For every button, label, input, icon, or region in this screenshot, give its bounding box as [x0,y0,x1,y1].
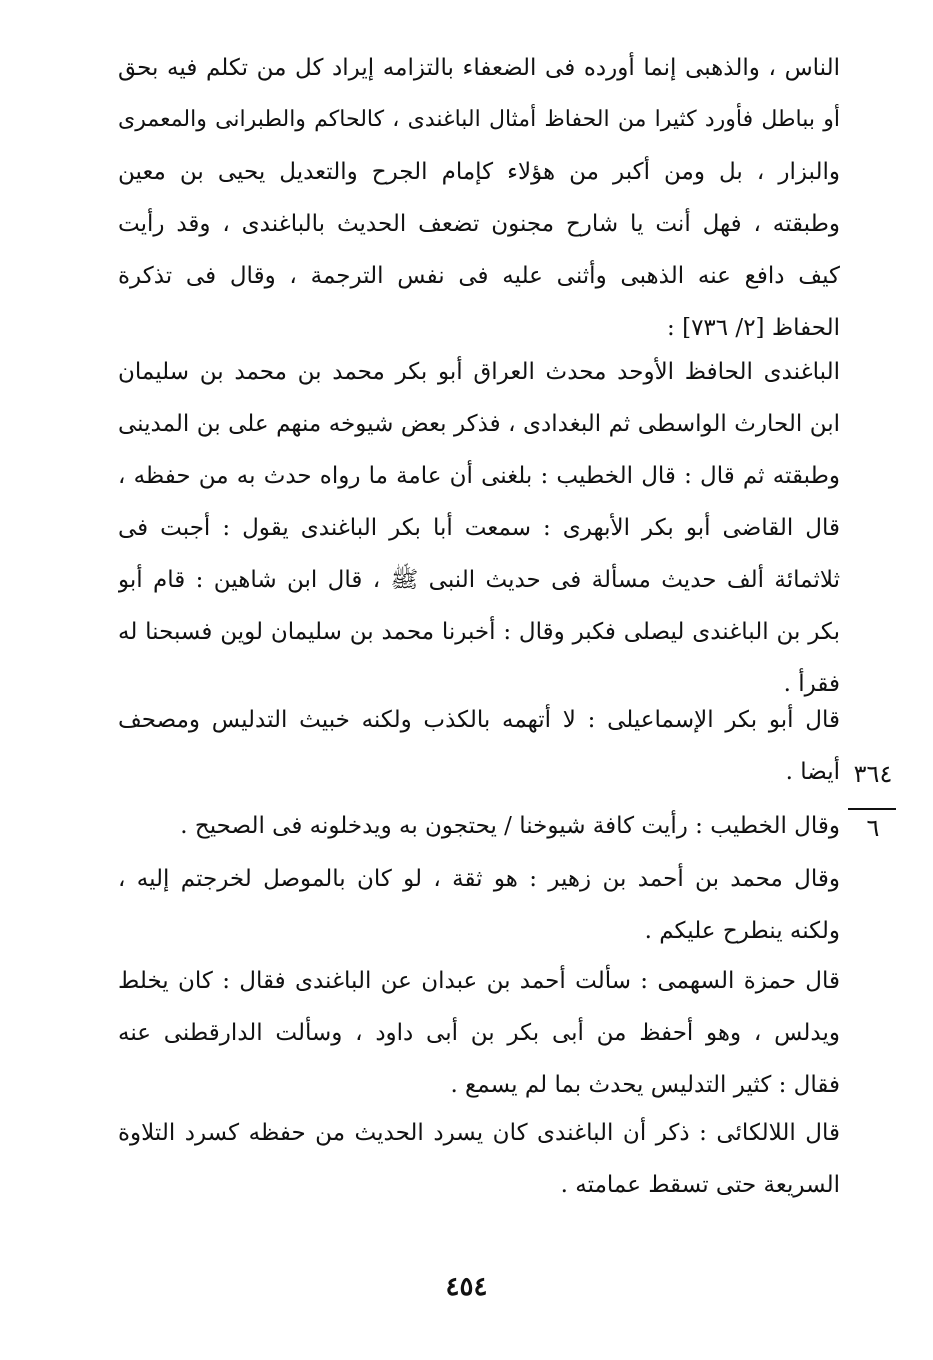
text-line: قال حمزة السهمى : سألت أحمد بن عبدان عن الباغندى فقال : كان يخلط [118,968,840,994]
text-line: ولكنه ينطرح عليكم . [644,918,840,944]
text-line: والبزار ، بل ومن أكبر من هؤلاء كإمام الجرح والتعديل يحيى بن معين [118,159,840,185]
paragraph-4 [118,800,840,852]
margin-reference-top: ٣٦٤ [853,760,893,788]
text-line: الحفاظ [٢/ ٧٣٦] : [667,315,840,341]
text-line: أو بباطل فأورد كثيرا من الحفاظ أمثال الباغندى ، كالحاكم والطبرانى والمعمرى [118,107,840,132]
text-line: فقرأ . [783,671,840,697]
paragraph-6 [118,955,840,1111]
paragraph-2 [118,346,840,710]
paragraph-3 [118,694,840,798]
text-line: ثلاثمائة ألف حديث مسألة فى حديث النبى ﷺ ، قال ابن شاهين : قام أبو [118,567,840,593]
paragraph-1 [118,42,840,354]
text-line: ابن الحارث الواسطى ثم البغدادى ، فذكر بعض شيوخه منهم على بن المدينى [118,411,840,437]
paragraph-5 [118,853,840,957]
paragraph-7 [118,1107,840,1211]
text-line: قال القاضى أبو بكر الأبهرى : سمعت أبا بكر الباغندى يقول : أجبت فى [118,515,840,541]
text-line: أيضا . [785,759,840,785]
margin-reference-rule [848,808,896,810]
page-number: ٤٥٤ [445,1272,488,1302]
text-line: الناس ، والذهبى إنما أورده فى الضعفاء بالتزامه إيراد كل من تكلم فيه بحق [118,55,840,81]
text-line: وقال الخطيب : رأيت كافة شيوخنا / يحتجون به ويدخلونه فى الصحيح . [180,813,840,839]
text-line: الباغندى الحافظ الأوحد محدث العراق أبو بكر محمد بن محمد بن سليمان [118,359,840,385]
text-line: فقال : كثير التدليس يحدث بما لم يسمع . [450,1072,840,1098]
text-line: وطبقته ثم قال : قال الخطيب : بلغنى أن عامة ما رواه حدث به من حفظه ، [118,463,840,489]
text-line: وقال محمد بن أحمد بن زهير : هو ثقة ، لو كان بالموصل لخرجتم إليه ، [118,866,840,892]
text-line: وطبقته ، فهل أنت يا شارح مجنون تضعف الحديث بالباغندى ، وقد رأيت [118,211,840,237]
text-line: بكر بن الباغندى ليصلى فكبر وقال : أخبرنا محمد بن سليمان لوين فسبحنا له [118,619,840,645]
text-line: قال أبو بكر الإسماعيلى : لا أتهمه بالكذب ولكنه خبيث التدليس ومصحف [118,707,840,733]
text-line: ويدلس ، وهو أحفظ من أبى بكر بن أبى داود ، وسألت الدارقطنى عنه [118,1020,840,1046]
text-line: كيف دافع عنه الذهبى وأثنى عليه فى نفس الترجمة ، وقال فى تذكرة [118,263,840,289]
text-line: قال اللالكائى : ذكر أن الباغندى كان يسرد الحديث من حفظه كسرد التلاوة [118,1120,840,1146]
text-line: السريعة حتى تسقط عمامته . [560,1172,840,1198]
margin-reference-bottom: ٦ [866,814,880,842]
